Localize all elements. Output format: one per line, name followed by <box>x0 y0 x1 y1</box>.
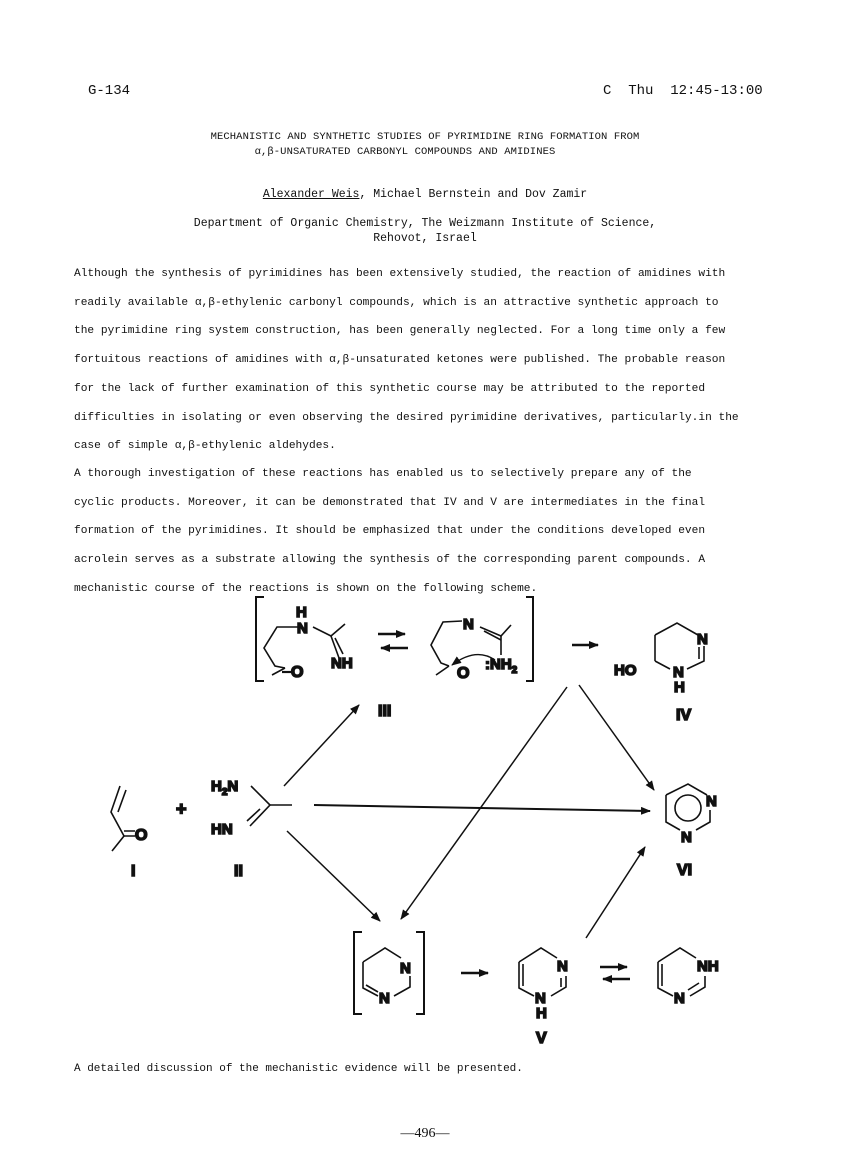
atom-H: H <box>296 604 307 621</box>
atom-H2N: $H_2N$ <box>211 778 239 798</box>
paragraph-line: acrolein serves as a substrate allowing the synthesis of the corresponding parent compounds. A <box>74 554 706 567</box>
arrow-II-to-dihydro <box>287 831 380 921</box>
dihydropyrimidine-intermediate <box>354 932 424 1014</box>
atom-O: O <box>457 665 470 682</box>
co-authors: , Michael Bernstein and Dov Zamir <box>359 188 588 201</box>
paragraph-line: Although the synthesis of pyrimidines has been extensively studied, the reaction of amidines with <box>74 268 726 280</box>
paragraph-line: readily available α,β-ethylenic carbonyl compounds, which is an attractive synthetic approach to <box>74 296 719 309</box>
atom-O: O <box>291 664 304 681</box>
paragraph-line: mechanistic course of the reactions is shown on the following scheme. <box>74 582 538 595</box>
atom-N: N <box>697 631 708 648</box>
intermediate-III <box>256 597 533 682</box>
compound-I <box>111 786 147 851</box>
title-line-1: MECHANISTIC AND SYNTHETIC STUDIES OF PYRIMIDINE RING FORMATION FROM <box>210 131 640 143</box>
paragraph-line: case of simple α,β-ethylenic aldehydes. <box>74 440 336 453</box>
session-day: Thu <box>628 83 654 99</box>
atom-NH: NH <box>697 958 719 975</box>
arrow-II-to-III <box>284 705 359 786</box>
paragraph-line: the pyrimidine ring system construction, has been generally neglected. For a long time only a few <box>74 325 726 338</box>
paragraph-line: cyclic products. Moreover, it can be demonstrated that IV and V are intermediates in the final <box>74 496 706 509</box>
closing-sentence: A detailed discussion of the mechanistic evidence will be presented. <box>74 1063 523 1075</box>
title-line-2: α,β-UNSATURATED CARBONYL COMPOUNDS AND AMIDINES <box>254 146 556 158</box>
paragraph-line: difficulties in isolating or even observing the desired pyrimidine derivatives, particularly.in the <box>74 411 739 424</box>
label-VI: VI <box>677 862 693 879</box>
atom-N: N <box>673 664 684 681</box>
compound-V <box>519 948 568 1022</box>
presenting-author: Alexander Weis <box>262 188 360 201</box>
atom-NH: NH <box>331 655 353 672</box>
arrow-V-to-VI <box>586 847 645 938</box>
label-I: I <box>131 863 136 880</box>
atom-NH2: $:NH_2$ <box>485 656 518 676</box>
atom-N: N <box>706 793 717 810</box>
tautomer-of-V <box>658 948 719 1007</box>
atom-N: N <box>379 990 390 1007</box>
paragraph-line: formation of the pyrimidines. It should be emphasized that under the conditions developed even <box>74 525 706 538</box>
paragraph-line: fortuitous reactions of amidines with α,β-unsaturated ketones were published. The probable reason <box>74 354 726 367</box>
atom-HN: HN <box>211 821 233 838</box>
atom-H: H <box>536 1005 547 1022</box>
compound-IV <box>614 623 708 696</box>
label-III: III <box>378 703 392 720</box>
paragraph-line: A thorough investigation of these reactions has enabled us to selectively prepare any of the <box>74 468 692 480</box>
atom-N: N <box>400 960 411 977</box>
affiliation-line-1: Department of Organic Chemistry, The Weizmann Institute of Science, <box>193 217 657 230</box>
affiliation-line-2: Rehovot, Israel <box>373 232 477 245</box>
label-II: II <box>234 863 243 880</box>
page-number: —496— <box>400 1126 450 1141</box>
atom-O: O <box>135 827 148 844</box>
atom-N: N <box>674 990 685 1007</box>
atom-N: N <box>535 990 546 1007</box>
label-V: V <box>536 1030 547 1047</box>
label-IV: IV <box>676 707 692 724</box>
compound-II <box>211 778 292 838</box>
atom-N: N <box>297 620 308 637</box>
atom-H: H <box>674 679 685 696</box>
atom-N: N <box>463 616 474 633</box>
session-letter: C <box>603 83 612 99</box>
paragraph-line: for the lack of further examination of this synthetic course may be attributed to the reported <box>74 382 706 395</box>
compound-VI <box>666 784 717 846</box>
session-time: 12:45-13:00 <box>670 83 763 99</box>
atom-N: N <box>557 958 568 975</box>
abstract-code: G-134 <box>88 83 131 99</box>
plus-sign: + <box>176 799 187 819</box>
arrow-III-to-dihydro <box>401 687 567 919</box>
arrow-III-to-VI <box>579 685 654 790</box>
atom-HO: HO <box>614 662 637 679</box>
atom-N: N <box>681 829 692 846</box>
